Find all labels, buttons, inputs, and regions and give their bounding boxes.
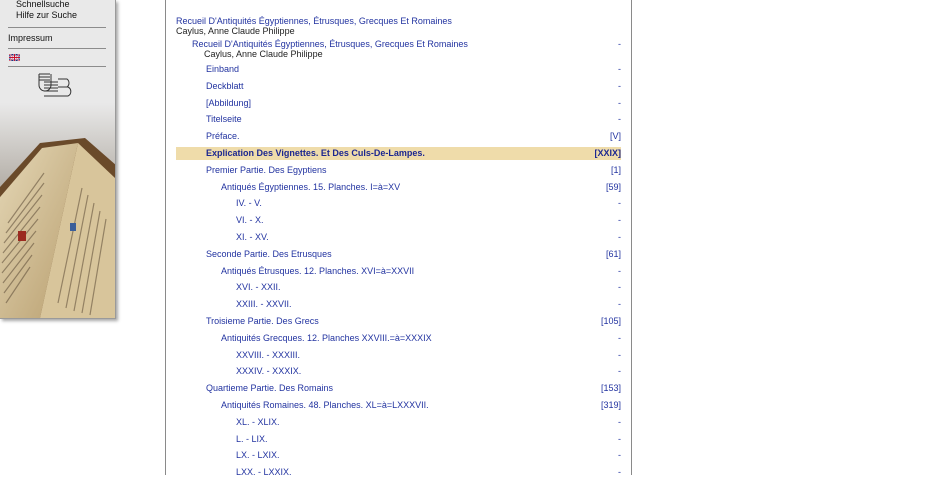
toc-entry-page[interactable]: [1]: [610, 164, 621, 175]
toc-entry-page[interactable]: [V]: [609, 131, 621, 142]
toc-entry-row[interactable]: [176, 265, 621, 278]
toc-entry-page[interactable]: -: [618, 64, 621, 74]
toc-entry-page[interactable]: -: [618, 282, 621, 293]
toc-entry-page[interactable]: -: [618, 198, 621, 209]
toc-author: Caylus, Anne Claude Philippe: [176, 26, 295, 36]
toc-entry-link[interactable]: XXXIV. - XXXIX.: [236, 366, 302, 377]
toc-entry-link[interactable]: Deckblatt: [206, 80, 244, 91]
toc-entry-page[interactable]: -: [618, 299, 621, 310]
toc-entry-page[interactable]: -: [618, 467, 621, 478]
toc-entry-row[interactable]: [176, 281, 621, 294]
toc-entry-row[interactable]: [176, 63, 621, 76]
toc-entry-link[interactable]: [Abbildung]: [206, 97, 252, 108]
toc-entry-row[interactable]: [176, 433, 621, 446]
toc-entry-page[interactable]: -: [618, 215, 621, 226]
toc-entry-link[interactable]: Premier Partie. Des Egyptiens: [206, 164, 327, 175]
sidebar-divider: [8, 48, 106, 49]
toc-entry-link[interactable]: Antiqués Étrusques. 12. Planches. XVI=à=XXVII: [221, 265, 415, 276]
toc-entry-page[interactable]: -: [618, 114, 621, 125]
toc-entry-row[interactable]: [176, 365, 621, 378]
toc-entry-link[interactable]: Titelseite: [206, 114, 242, 125]
toc-entry-link[interactable]: Seconde Partie. Des Etrusques: [206, 248, 332, 259]
ub-logo-icon: [36, 71, 76, 97]
toc-entry-link[interactable]: Quartieme Partie. Des Romains: [206, 383, 334, 394]
toc-entry-page[interactable]: -: [618, 433, 621, 444]
toc-entry-link[interactable]: Antiquités Romaines. 48. Planches. XL=à=LXXXVII.: [221, 400, 429, 410]
toc-entry-row[interactable]: [176, 164, 621, 177]
toc-entry-row[interactable]: [176, 231, 621, 244]
toc-entry-row[interactable]: [176, 80, 621, 93]
toc-entry-link[interactable]: Antiqués Égyptiennes. 15. Planches. I=à=XV: [221, 181, 401, 192]
toc-subauthor-row: [176, 48, 621, 61]
toc-entry-row[interactable]: [176, 197, 621, 210]
toc-entry-link[interactable]: Einband: [206, 64, 240, 74]
toc-entry-link[interactable]: Antiquités Grecques. 12. Planches XXVIII.=à=XXXIX: [221, 332, 432, 343]
toc-entry-link[interactable]: VI. - X.: [236, 215, 264, 226]
toc-entry-page[interactable]: -: [618, 232, 621, 242]
toc-entry-page[interactable]: -: [618, 349, 621, 360]
toc-title-link[interactable]: Recueil D'Antiquités Égyptiennes, Étrusques, Grecques Et Romaines: [176, 16, 452, 26]
toc-entry-page[interactable]: [59]: [605, 181, 621, 192]
toc-page[interactable]: -: [618, 39, 621, 49]
toc-entry-link[interactable]: IV. - V.: [236, 198, 262, 209]
toc-entry-page[interactable]: -: [618, 80, 621, 91]
toc-entry-link[interactable]: XXIII. - XXVII.: [236, 299, 292, 310]
toc-entry-page[interactable]: -: [618, 97, 621, 108]
toc-entry-link[interactable]: XVI. - XXII.: [236, 282, 281, 293]
toc-entry-row[interactable]: [176, 399, 621, 412]
toc-entry-row[interactable]: [176, 315, 621, 328]
sidebar-divider: [8, 27, 106, 28]
toc-entry-row[interactable]: [176, 466, 621, 479]
toc-entry-page[interactable]: -: [618, 366, 621, 377]
toc-entry-row[interactable]: [176, 130, 621, 143]
toc-entry-row[interactable]: [176, 349, 621, 362]
toc-entry-row[interactable]: [176, 248, 621, 261]
toc-entry-link[interactable]: LXX. - LXXIX.: [236, 467, 292, 478]
imprint-link[interactable]: Impressum: [8, 33, 53, 43]
toc-frame: [165, 0, 632, 478]
toc-entry-row[interactable]: [176, 332, 621, 345]
toc-entry-page[interactable]: [319]: [600, 400, 621, 410]
toc-entry-row[interactable]: [176, 449, 621, 462]
toc-entry-link[interactable]: XL. - XLIX.: [236, 416, 280, 427]
search-help-link[interactable]: Hilfe zur Suche: [16, 10, 78, 20]
toc-entry-link[interactable]: Troisieme Partie. Des Grecs: [206, 316, 319, 326]
toc-entry-page[interactable]: [105]: [600, 316, 621, 326]
toc-entry-page[interactable]: -: [618, 332, 621, 343]
sidebar-divider: [8, 66, 106, 67]
toc-entry-link[interactable]: L. - LIX.: [236, 433, 268, 444]
toc-entry-row[interactable]: [176, 298, 621, 311]
sidebar: [0, 0, 116, 319]
toc-entry-link[interactable]: Explication Des Vignettes. Et Des Culs-De-Lampes.: [206, 148, 425, 158]
old-book-photo: [0, 103, 115, 318]
toc-entry-page[interactable]: [XXIX]: [594, 148, 621, 158]
toc-entry-page[interactable]: -: [618, 265, 621, 276]
toc-entry-row[interactable]: [176, 113, 621, 126]
toc-subauthor: Caylus, Anne Claude Philippe: [204, 49, 323, 59]
toc-subtitle-link[interactable]: Recueil D'Antiquités Égyptiennes, Étrusques, Grecques Et Romaines: [192, 39, 468, 49]
toc-entry-page[interactable]: [61]: [605, 248, 621, 259]
toc-entry-row[interactable]: [176, 382, 621, 395]
toc-entry-page[interactable]: -: [618, 416, 621, 427]
toc-entry-link[interactable]: Préface.: [206, 131, 240, 142]
toc-entry-row[interactable]: [176, 214, 621, 227]
toc-entry-page[interactable]: -: [618, 450, 621, 461]
toc-entry-link[interactable]: LX. - LXIX.: [236, 450, 280, 461]
uk-flag-icon[interactable]: [9, 54, 20, 61]
toc-entry-row[interactable]: [176, 97, 621, 110]
toc-entry-row[interactable]: [176, 147, 621, 160]
toc-author-row: [176, 25, 621, 38]
toc-entry-row[interactable]: [176, 416, 621, 429]
toc-entry-page[interactable]: [153]: [600, 383, 621, 394]
quick-search-link[interactable]: Schnellsuche: [16, 0, 70, 9]
toc-entry-link[interactable]: XI. - XV.: [236, 232, 269, 242]
toc-entry-row[interactable]: [176, 181, 621, 194]
toc-entry-link[interactable]: XXVIII. - XXXIII.: [236, 349, 301, 360]
